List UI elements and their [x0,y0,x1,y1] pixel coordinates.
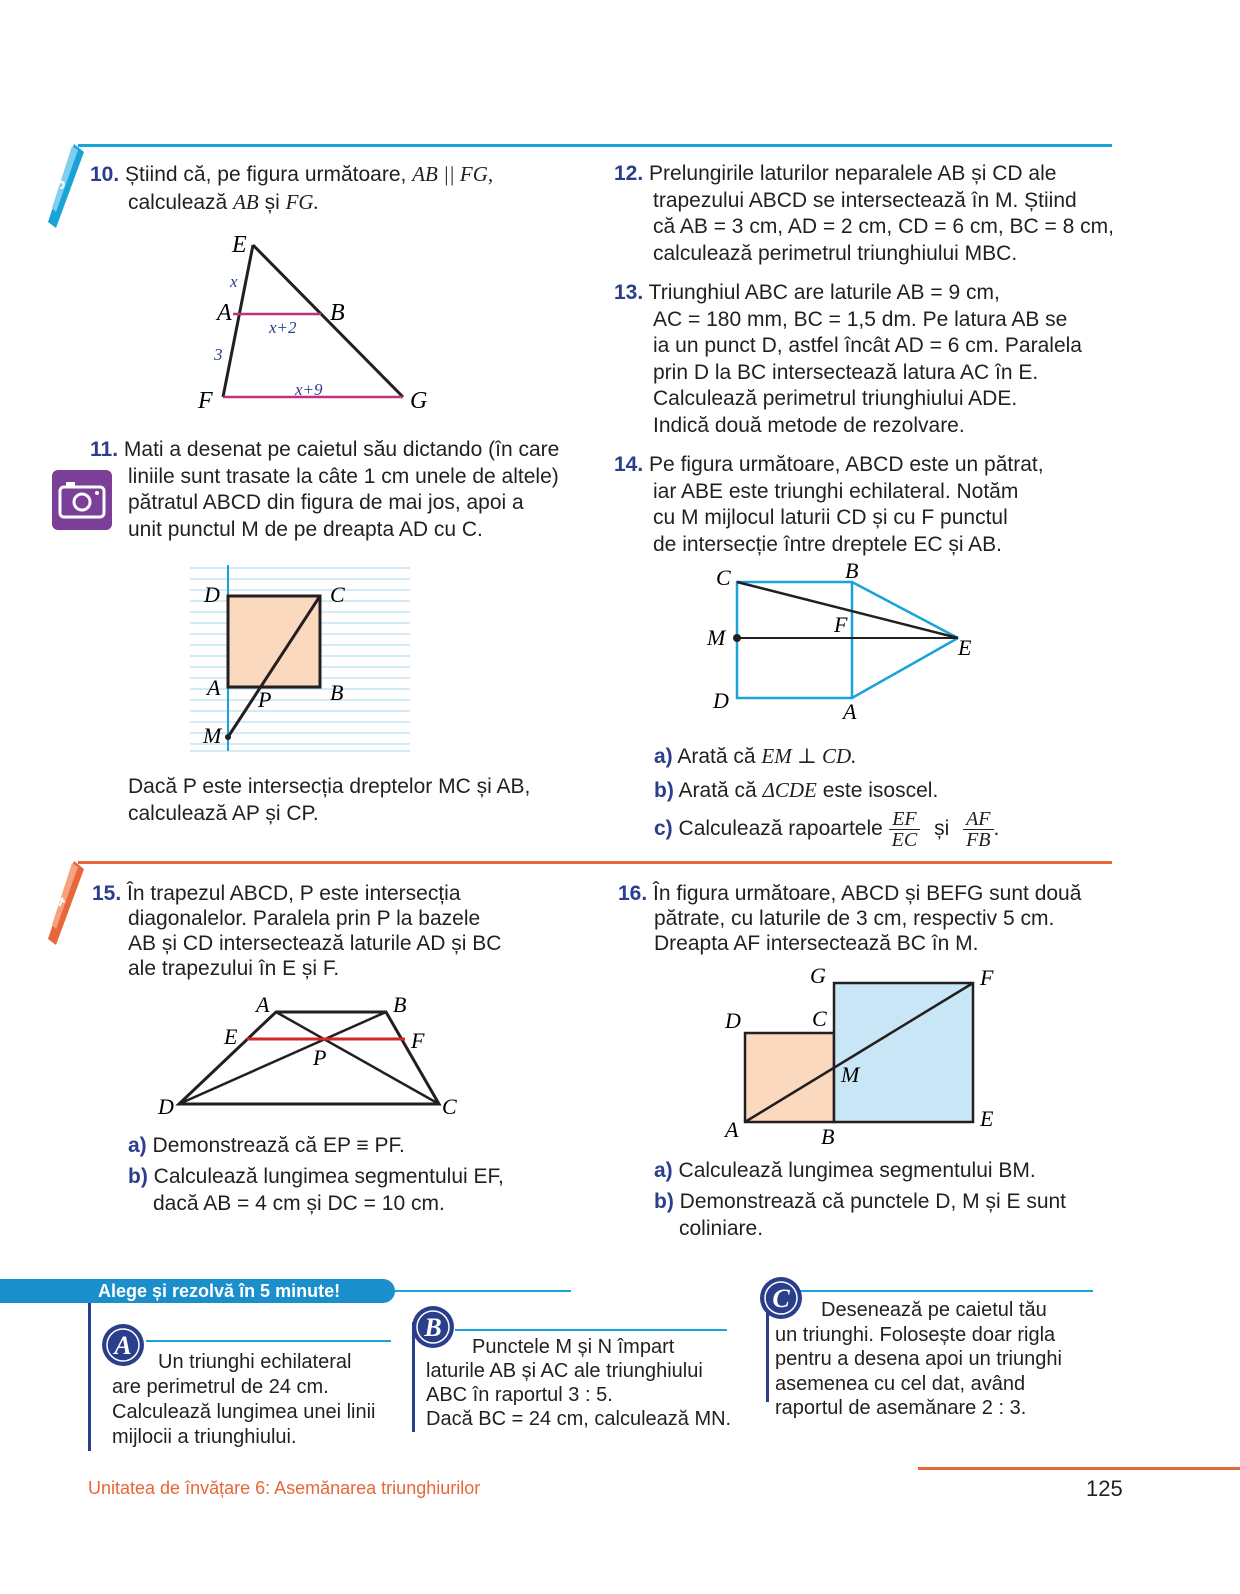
svg-text:C: C [812,1006,827,1031]
svg-text:F: F [980,965,994,990]
svg-text:C: C [716,565,731,590]
svg-text:F: F [834,612,848,637]
svg-text:A: A [217,300,232,326]
exercise-14-subparts: a) Arată că EM ⊥ CD. b) Arată că ΔCDE este isoscel. c) Calculează rapoartele $\frac{EF}{EC}$ și $\frac{AF}{FB}$ . [654,744,1000,851]
figure-ex16-two-squares [720,960,1010,1150]
svg-text:D: D [158,1094,174,1118]
quick-b-text: Punctele M și N împart laturile AB și AC ale triunghiului ABC în raportul 3 : 5. Dacă BC = 24 cm, calculează MN. [426,1336,732,1430]
svg-text:C: C [330,582,345,607]
svg-text:x+9: x+9 [295,380,323,399]
svg-text:M: M [841,1062,860,1087]
fraction-af-fb: $\frac{AF}{FB}$ [963,809,993,850]
svg-text:B: B [330,680,344,705]
exercise-15-text: 15. În trapezul ABCD, P este intersecția diagonalelor. Paralela prin P la bazele AB și CD intersectează laturile AD și BC ale trapezului în E și F. [92,882,502,980]
svg-text:B: B [424,1313,442,1342]
svg-text:B: B [330,300,345,326]
svg-text:x+2: x+2 [269,318,297,337]
fraction-ef-ec: $\frac{EF}{EC}$ [889,809,921,850]
figure-ex10-triangle [190,225,450,425]
svg-text:E: E [958,635,972,660]
svg-text:P: P [313,1045,327,1070]
svg-text:F: F [411,1028,425,1053]
svg-text:E: E [980,1106,994,1131]
svg-text:C: C [442,1094,457,1118]
svg-text:D: D [713,688,729,713]
svg-text:B: B [821,1124,835,1149]
quick-c-text: Desenează pe caietul tău un triunghi. Folosește doar rigla pentru a desena apoi un triunghi asemenea cu cel dat, având raportul de asemănare 2 : 3. [775,1299,1062,1419]
svg-text:x: x [230,272,238,291]
quick-b-top-rule [455,1329,727,1331]
exercise-11-question: Dacă P este intersecția dreptelor MC și AB, calculează AP și CP. [128,775,531,825]
svg-text:F: F [198,388,213,414]
svg-text:B: B [393,992,407,1017]
exercise-16-text: 16. În figura următoare, ABCD și BEFG sunt două pătrate, cu laturile de 3 cm, respectiv 5 cm. Dreapta AF intersectează BC în M. [618,882,1082,955]
level-badge-4-label: 4 [48,893,70,909]
exercise-11-number: 11. [90,438,119,461]
exercise-14-text: 14. Pe figura următoare, ABCD este un pătrat, iar ABE este triunghi echilateral. Notăm cu M mijlocul laturii CD și cu F punctul de intersecție între dreptele EC și AB. [614,453,1044,556]
svg-text:A: A [114,1331,132,1360]
exercise-16-number: 16. [618,882,648,905]
level-badge-3-label: 3 [48,176,70,192]
svg-text:D: D [204,582,220,607]
exercise-16-subparts: a) Calculează lungimea segmentului BM. b) Demonstrează că punctele D, M și E sunt coliniare. [654,1159,1067,1240]
quick-c-top-rule [800,1290,1093,1292]
svg-text:E: E [232,232,247,258]
svg-text:G: G [410,388,428,414]
svg-text:E: E [224,1024,238,1049]
svg-text:A: A [256,992,270,1017]
svg-text:A: A [207,675,221,700]
page-number: 125 [1086,1476,1123,1501]
figure-ex14-square-triangle [700,560,990,730]
svg-text:A: A [843,699,857,724]
svg-text:M: M [707,625,726,650]
svg-text:D: D [725,1008,741,1033]
exercise-15-subparts: a) Demonstrează că EP ≡ PF. b) Calculează lungimea segmentului EF, dacă AB = 4 cm și DC = 10 cm. [128,1134,504,1215]
svg-text:C: C [772,1284,790,1313]
section-rule-middle [78,861,1112,864]
svg-text:G: G [810,963,826,988]
exercise-13-number: 13. [614,281,644,304]
quick-a-text: Un triunghi echilateral are perimetrul de 24 cm. Calculează lungimea unei linii mijlocii a triunghiului. [112,1351,376,1448]
exercise-15-number: 15. [92,882,122,905]
svg-text:3: 3 [214,345,223,364]
level-badge-4 [44,859,92,947]
quick-a-top-rule [146,1340,391,1342]
exercise-12-text: 12. Prelungirile laturilor neparalele AB și CD ale trapezului ABCD se intersectează în M. Știind că AB = 3 cm, AD = 2 cm, CD = 6 cm, BC = 8 cm, calculează perimetrul triunghiului MBC. [614,162,1114,265]
quick-a-vertical-rule [88,1303,91,1451]
svg-text:P: P [258,687,272,712]
svg-text:A: A [725,1117,739,1142]
svg-text:M: M [203,723,222,748]
footer-rule [918,1467,1240,1470]
exercise-10-text: 10. Știind că, pe figura următoare, AB || FG, calculează AB și FG. [90,162,494,214]
level-badge-3 [44,142,92,230]
quick-banner-rule [395,1290,571,1292]
exercise-14-number: 14. [614,453,644,476]
section-rule-top [78,144,1112,147]
figure-ex11-notebook [190,565,415,755]
exercise-11-text: 11. Mati a desenat pe caietul său dictando (în care liniile sunt trasate la câte 1 cm unele de altele) pătratul ABCD din figura de mai jos, apoi a unit punctul M de pe dreapta AD cu C. [90,438,560,541]
quick-exercises-title: Alege și rezolvă în 5 minute! [98,1281,341,1301]
exercise-12-number: 12. [614,162,644,185]
figure-ex15-trapezoid [150,988,470,1118]
svg-text:B: B [845,560,859,583]
exercise-13-text: 13. Triunghiul ABC are laturile AB = 9 cm, AC = 180 mm, BC = 1,5 dm. Pe latura AB se ia un punct D, astfel încât AD = 6 cm. Paralela prin D la BC intersectează latura AC în E. Calculează perimetrul triunghiului ADE. Indică două metode de rezolvare. [614,281,1082,437]
footer-unit-title: Unitatea de învățare 6: Asemănarea triunghiurilor [88,1478,481,1498]
exercise-10-number: 10. [90,163,120,186]
